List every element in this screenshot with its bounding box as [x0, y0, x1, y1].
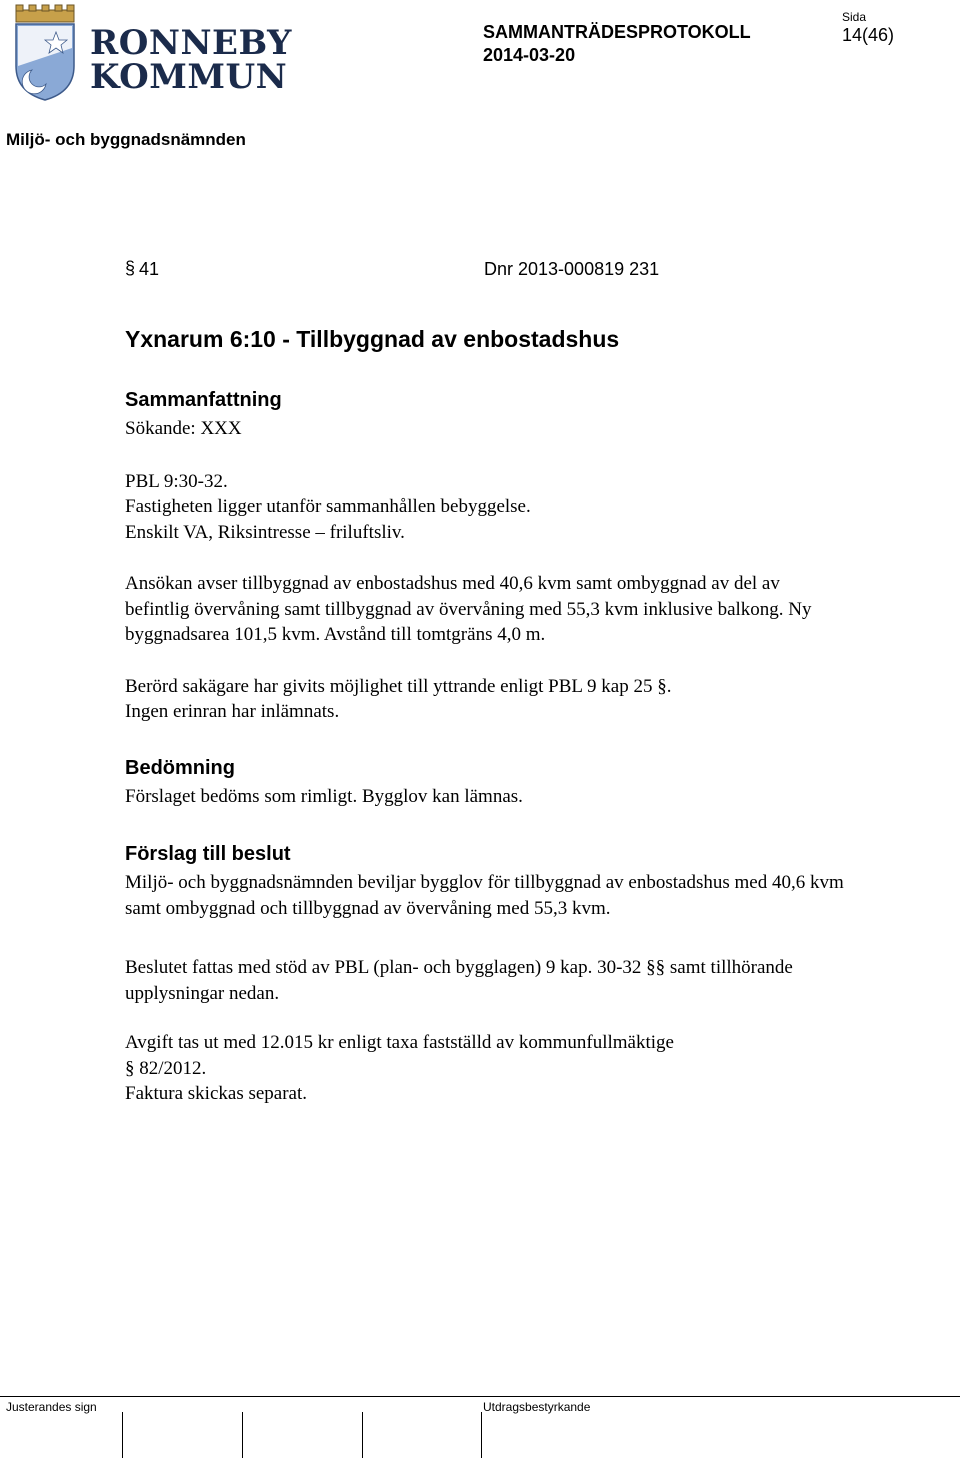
fee-reference: § 82/2012. — [125, 1057, 207, 1079]
footer-rule — [0, 1396, 960, 1397]
dnr: Dnr 2013-000819 231 — [484, 259, 660, 279]
sign-box-divider — [481, 1412, 482, 1458]
fee-text: Avgift tas ut med 12.015 kr enligt taxa fastställd av kommunfullmäktige — [125, 1032, 674, 1053]
case-title: Yxnarum 6:10 - Tillbyggnad av enbostadshus — [125, 326, 620, 352]
no-objection-text: Ingen erinran har inlämnats. — [125, 701, 340, 722]
application-text: Ansökan avser tillbyggnad av enbostadshus med 40,6 kvm samt ombyggnad av del av befintlig övervåning samt tillbyggnad av övervåning med 55,3 kvm inklusive balkong. Ny byggnadsarea 101,5 kvm. Avstånd till tomtgräns 4,0 m. — [125, 573, 812, 645]
page-label: Sida — [842, 10, 867, 24]
board-name: Miljö- och byggnadsnämnden — [6, 130, 246, 149]
applicant: Sökande: XXX — [125, 418, 242, 439]
va-text: Enskilt VA, Riksintresse – friluftsliv. — [125, 521, 405, 543]
proposal-heading: Förslag till beslut — [125, 843, 291, 865]
invoice-text: Faktura skickas separat. — [125, 1083, 308, 1104]
sign-box-divider — [242, 1412, 243, 1458]
meeting-date: 2014-03-20 — [483, 45, 576, 65]
assessment-heading: Bedömning — [125, 756, 235, 779]
municipality-logo — [12, 4, 292, 104]
paragraph-symbol: § — [125, 258, 136, 278]
extract-label: Utdragsbestyrkande — [483, 1400, 591, 1414]
page-number: 14(46) — [842, 25, 895, 45]
case-content — [125, 258, 845, 1107]
pbl-reference: PBL 9:30-32. — [125, 470, 228, 492]
assessment-text: Förslaget bedöms som rimligt. Bygglov kan lämnas. — [125, 785, 523, 807]
signature-footer — [0, 1396, 960, 1463]
summary-heading: Sammanfattning — [125, 389, 282, 411]
location-text: Fastigheten ligger utanför sammanhållen bebyggelse. — [125, 496, 531, 517]
logo-wordmark: RONNEBY KOMMUN — [90, 23, 292, 97]
sign-box-divider — [362, 1412, 363, 1458]
protocol-title: SAMMANTRÄDESPROTOKOLL — [483, 22, 751, 42]
case-number: 41 — [139, 259, 160, 279]
legal-basis-text: Beslutet fattas med stöd av PBL (plan- och bygglagen) 9 kap. 30-32 §§ samt tillhörande upplysningar nedan. — [125, 957, 793, 1004]
coat-of-arms-icon — [12, 4, 78, 102]
sign-label: Justerandes sign — [6, 1400, 97, 1414]
proposal-text: Miljö- och byggnadsnämnden beviljar bygglov för tillbyggnad av enbostadshus med 40,6 kvm samt ombyggnad och tillbyggnad av övervåning med 55,3 kvm. — [125, 872, 844, 919]
sign-box-divider — [122, 1412, 123, 1458]
neighbours-text: Berörd sakägare har givits möjlighet till yttrande enligt PBL 9 kap 25 §. — [125, 675, 672, 697]
case-number-line — [125, 258, 845, 284]
